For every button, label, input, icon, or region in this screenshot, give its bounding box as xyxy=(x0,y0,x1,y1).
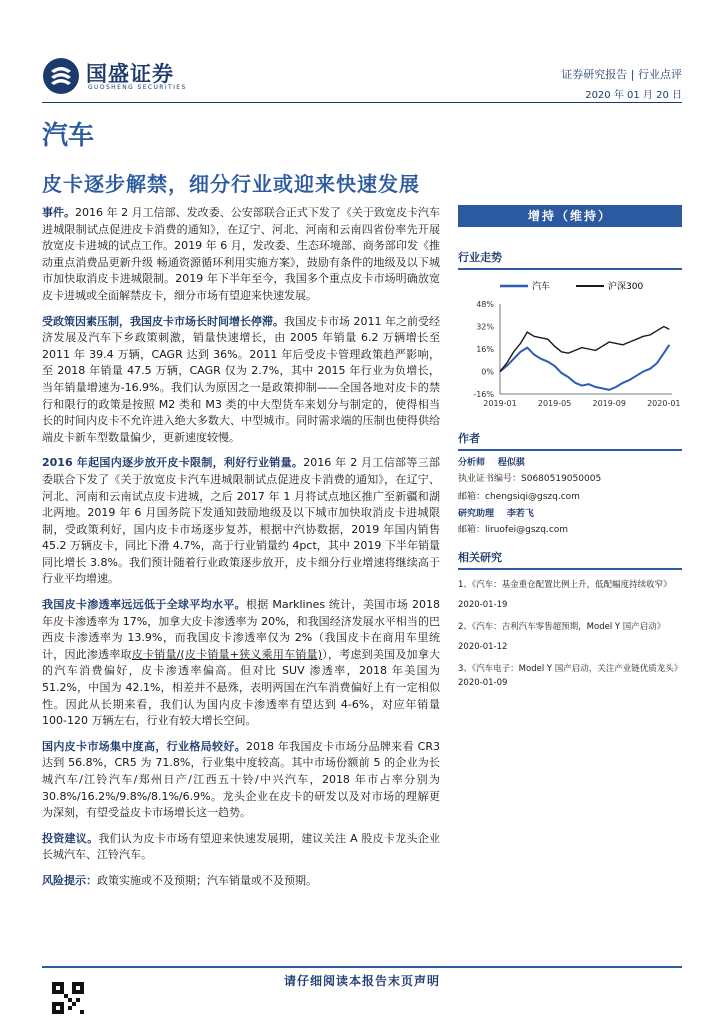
related-item-date: 2020-01-19 xyxy=(458,600,508,610)
paragraph-lead: 我国皮卡渗透率远远低于全球平均水平。 xyxy=(42,598,246,612)
assistant-row xyxy=(458,506,682,523)
related-list xyxy=(458,578,682,690)
paragraph-text: 根据 Marklines 统计，美国市场 2018 年皮卡渗透率为 17%，加拿大皮卡渗透率为 20%，和我国经济发展水平相当的巴西皮卡渗透率为 13.9%，而我国皮卡渗透率仅为 2%（我国皮卡在商用车里统计，因此渗透率取 xyxy=(42,598,440,661)
email-label: 邮箱： xyxy=(458,525,486,535)
related-item-text[interactable]: 1、《汽车：基金重仓配置比例上升，低配幅度持续收窄》 xyxy=(458,580,672,590)
trend-chart xyxy=(458,276,682,416)
paragraph-formula: 皮卡销量/(皮卡销量+狭义乘用车销量) xyxy=(131,647,323,661)
paragraph-lead: 事件。 xyxy=(42,206,76,219)
report-type: 证券研究报告 | 行业点评 xyxy=(561,68,682,81)
report-headline: 皮卡逐步解禁，细分行业或迎来快速发展 xyxy=(42,172,420,196)
assistant-email-row xyxy=(458,523,682,537)
paragraph-policy-opening xyxy=(42,455,440,588)
trend-title: 行业走势 xyxy=(458,249,682,270)
assistant-email[interactable]: liruofei@gszq.com xyxy=(485,525,569,535)
paragraph-text: 我国皮卡市场 2011 年之前受经济发展及汽车下乡政策刺激，销量快速增长，由 2005 年销量 6.2 万辆增长至 2011 年 39.4 万辆，CAGR 达到 36%。2011 年后受皮卡管理政策趋严影响，至 2018 年销量 47.5 万辆，CAGR 仅为 2.7%，其中 2015 年行业为负增长，当年销量增速为-16.9%。我们认为原因之一是政策抑制——全国各地对皮卡的禁行和限行的政策是按照 M2 类和 M3 类的中大型货车来划分与制定的，使得相当长的时间内皮卡不允许进入绝大多数大、中型城市。同时需求端的压制也使得供给端皮卡新车型数量偏少，更新速度较慢。 xyxy=(42,314,440,444)
analyst-cert: S0680519050005 xyxy=(521,474,602,484)
analyst-row xyxy=(458,455,682,472)
paragraph-text: 2016 年 2 月工信部、发改委、公安部联合正式下发了《关于致宽皮卡汽车进城限制试点促进皮卡消费的通知》，在辽宁、河北、河南和云南四省份率先开展放宽皮卡进城的试点工作。2019 年 6 月，发改委、生态环境部、商务部印发《推动重点消费品更新升级 畅通资源循环利用实施方案》，鼓励有条件的地级及以下城市加快取消皮卡进城限制。2019 年下半年至今，我国多个重点皮卡市场明确放宽皮卡进城或全面解禁皮卡，细分市场有望迎来快速发展。 xyxy=(42,206,440,302)
authors-block xyxy=(458,455,682,537)
assistant-role: 研究助理 xyxy=(458,509,495,519)
related-title: 相关研究 xyxy=(458,549,682,570)
related-item-text[interactable]: 2、《汽车：吉利汽车零售超预期，Model Y 国产启动》 xyxy=(458,622,666,632)
cert-label: 执业证书编号： xyxy=(458,474,522,484)
paragraph-concentration xyxy=(42,739,440,822)
paragraph-lead: 受政策因素压制，我国皮卡市场长时间增长停滞。 xyxy=(42,314,284,328)
x-tick-label: 2020-01 xyxy=(647,399,681,408)
sidebar xyxy=(458,205,682,693)
email-label: 邮箱： xyxy=(458,492,486,502)
sector-title: 汽车 xyxy=(42,121,95,151)
report-body xyxy=(42,205,440,899)
chart-legend xyxy=(500,280,643,292)
footer-disclaimer[interactable]: 请仔细阅读本报告末页声明 xyxy=(283,974,440,988)
related-item[interactable] xyxy=(458,620,682,654)
paragraph-penetration xyxy=(42,597,440,730)
related-item-text[interactable]: 3、《汽车电子：Model Y 国产启动，关注产业链优质龙头》 xyxy=(458,664,683,674)
analyst-email-row xyxy=(458,490,682,504)
company-name-cn: 国盛证券 xyxy=(86,62,174,86)
paragraph-text: 我们认为皮卡市场有望迎来快速发展期，建议关注 A 股皮卡龙头企业长城汽车、江铃汽车。 xyxy=(42,831,440,862)
paragraph-text: 2018 年我国皮卡市场分品牌来看 CR3 达到 56.8%，CR5 为 71.8%，行业集中度较高。其中市场份额前 5 的企业为长城汽车/江铃汽车/郑州日产/江西五十铃/中兴汽车，2018 年市占率分别为 30.8%/16.2%/9.8%/8.1%/6.9%。龙头企业在皮卡的研发以及对市场的理解更为深刻，有望受益皮卡市场增长这一趋势。 xyxy=(42,739,441,820)
paragraph-investment xyxy=(42,831,440,864)
y-tick-label: -16% xyxy=(473,390,494,399)
analyst-role: 分析师 xyxy=(458,458,486,468)
series-line-auto xyxy=(500,345,669,390)
paragraph-text: 政策实施或不及预期；汽车销量或不及预期。 xyxy=(97,873,317,887)
analyst-email[interactable]: chengsiqi@gszq.com xyxy=(485,492,580,502)
header-divider xyxy=(42,102,682,103)
assistant-name: 李若飞 xyxy=(506,509,534,519)
paragraph-text: 2016 年 2 月工信部等三部委联合下发了《关于放宽皮卡汽车进城限制试点促进皮卡消费的通知》，在辽宁、河北、河南和云南试点皮卡进城，之后 2017 年 1 月将试点地区推广至新疆和湖北两地。2019 年 6 月国务院下发通知鼓励地级及以下城市加快取消皮卡进城限制，受政策利好，国内皮卡市场逐步复苏，根据中汽协数据，2019 年国内销售 45.2 万辆皮卡，同比下滑 4.7%，高于行业销量约 4pct，其中 2019 下半年销量同比增长 3.8%。我们预计随着行业政策逐步放开，皮卡细分行业增速将继续高于行业平均增速。 xyxy=(42,456,440,586)
paragraph-policy-suppression xyxy=(42,314,440,447)
company-name-en: GUOSHENG SECURITIES xyxy=(88,84,187,91)
guosheng-logo-icon xyxy=(42,57,80,95)
y-tick-label: 48% xyxy=(476,300,494,309)
related-item-date: 2020-01-09 xyxy=(458,678,508,688)
paragraph-text: ），考虑到美国及加拿大的汽车消费偏好，皮卡渗透率偏高。但对比 SUV 渗透率，2018 年美国为 51.2%，中国为 42.1%，相差并不悬殊，表明两国在汽车消费偏好上有一定相似性。因此从长期来看，我们认为国内皮卡渗透率有望达到 4-6%，对应年销量 100-120 万辆左右，行业有较大增长空间。 xyxy=(42,647,441,728)
x-tick-label: 2019-05 xyxy=(537,399,572,408)
paragraph-risk xyxy=(42,873,440,890)
related-item[interactable] xyxy=(458,662,682,690)
rating-badge: 增持（维持） xyxy=(458,205,682,227)
authors-title: 作者 xyxy=(458,430,682,451)
related-item-date: 2020-01-12 xyxy=(458,642,508,652)
x-tick-label: 2019-09 xyxy=(592,399,626,408)
y-tick-label: 0% xyxy=(481,367,494,377)
legend-label-hs300: 沪深300 xyxy=(608,282,644,292)
related-item[interactable] xyxy=(458,578,682,612)
report-date: 2020 年 01 月 20 日 xyxy=(585,90,682,101)
paragraph-lead: 风险提示： xyxy=(42,873,97,887)
y-tick-label: 16% xyxy=(476,345,494,354)
legend-label-auto: 汽车 xyxy=(532,282,551,292)
paragraph-lead: 投资建议。 xyxy=(42,831,99,845)
paragraph-lead: 国内皮卡市场集中度高，行业格局较好。 xyxy=(42,739,247,753)
x-tick-label: 2019-01 xyxy=(483,399,517,408)
analyst-name: 程似骐 xyxy=(497,458,525,468)
paragraph-lead: 2016 年起国内逐步放开皮卡限制，利好行业销量。 xyxy=(42,456,304,470)
analyst-cert-row xyxy=(458,472,682,486)
qr-code-icon xyxy=(52,982,84,1014)
footer-divider xyxy=(42,966,682,968)
paragraph-event xyxy=(42,205,440,305)
y-tick-label: 32% xyxy=(476,322,494,332)
